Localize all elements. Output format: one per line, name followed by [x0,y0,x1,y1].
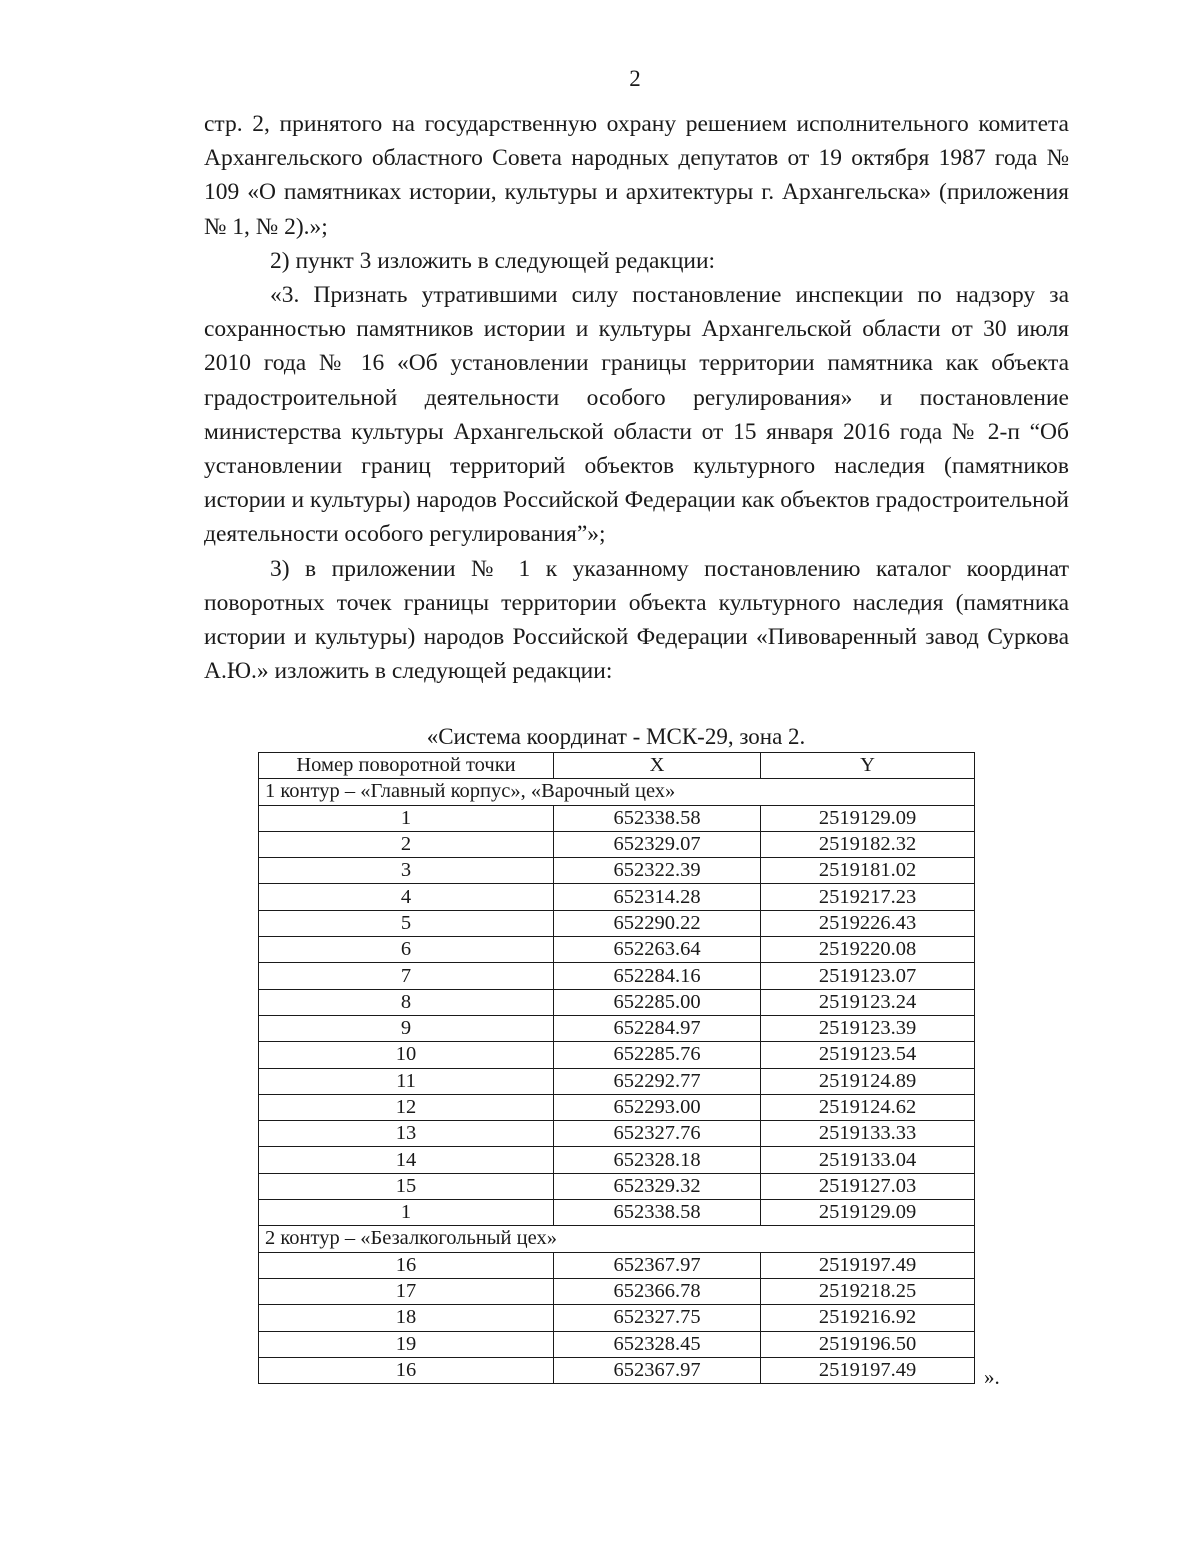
point-number-cell: 19 [259,1331,554,1357]
point-number-cell: 18 [259,1305,554,1331]
x-cell: 652263.64 [554,937,761,963]
y-cell: 2519123.39 [761,1015,975,1041]
point-number-cell: 14 [259,1147,554,1173]
point-number-cell: 17 [259,1278,554,1304]
point-number-cell: 10 [259,1042,554,1068]
x-cell: 652284.97 [554,1015,761,1041]
y-cell: 2519217.23 [761,884,975,910]
table-row [259,1357,975,1383]
page-number: 2 [629,66,641,91]
coordinates-table [258,752,975,1384]
table-row [259,1200,975,1226]
point-number-cell: 8 [259,989,554,1015]
y-cell: 2519218.25 [761,1278,975,1304]
point-number-cell: 3 [259,858,554,884]
y-cell: 2519123.07 [761,963,975,989]
table-row [259,1173,975,1199]
body-text [204,107,1069,688]
y-cell: 2519181.02 [761,858,975,884]
table-row [259,884,975,910]
y-cell: 2519182.32 [761,831,975,857]
point-number-cell: 2 [259,831,554,857]
x-cell: 652322.39 [554,858,761,884]
paragraph-4: 3) в приложении № 1 к указанному постановлению каталог координат поворотных точек границы территории объекта культурного наследия (памятника истории и культуры) народов Российской Федерации «Пивоваренный завод Суркова А.Ю.» изложить в следующей редакции: [204,555,1069,685]
y-cell: 2519133.04 [761,1147,975,1173]
table-row [259,1278,975,1304]
y-cell: 2519220.08 [761,937,975,963]
y-cell: 2519216.92 [761,1305,975,1331]
paragraph-2: 2) пункт 3 изложить в следующей редакции: [270,247,716,274]
y-cell: 2519127.03 [761,1173,975,1199]
point-number-cell: 1 [259,805,554,831]
table-row [259,937,975,963]
contour-row [259,1226,975,1252]
point-number-cell: 9 [259,1015,554,1041]
x-cell: 652327.75 [554,1305,761,1331]
header-point-number: Номер поворотной точки [259,753,554,779]
point-number-cell: 4 [259,884,554,910]
table-row [259,858,975,884]
x-cell: 652329.07 [554,831,761,857]
point-number-cell: 6 [259,937,554,963]
contour-title: 2 контур – «Безалкогольный цех» [259,1226,975,1252]
point-number-cell: 11 [259,1068,554,1094]
y-cell: 2519226.43 [761,910,975,936]
contour-row [259,779,975,805]
x-cell: 652329.32 [554,1173,761,1199]
y-cell: 2519123.54 [761,1042,975,1068]
table-row [259,1068,975,1094]
y-cell: 2519196.50 [761,1331,975,1357]
table-body [259,779,975,1384]
table-row [259,989,975,1015]
x-cell: 652292.77 [554,1068,761,1094]
closing-quote: ». [984,1365,1000,1389]
x-cell: 652285.76 [554,1042,761,1068]
x-cell: 652285.00 [554,989,761,1015]
paragraph-3: «3. Признать утратившими силу постановление инспекции по надзору за сохранностью памятников истории и культуры Архангельской области от 30 июля 2010 года № 16 «Об установлении границы территории памятника как объекта градостроительной деятельности особого регулирования» и постановление министерства культуры Архангельской области от 15 января 2016 года № 2-п “Об установлении границ территорий объектов культурного наследия (памятников истории и культуры) народов Российской Федерации как объектов градостроительной деятельности особого регулирования”»; [204,282,1069,548]
x-cell: 652328.18 [554,1147,761,1173]
y-cell: 2519129.09 [761,805,975,831]
x-cell: 652366.78 [554,1278,761,1304]
y-cell: 2519129.09 [761,1200,975,1226]
y-cell: 2519197.49 [761,1252,975,1278]
point-number-cell: 13 [259,1121,554,1147]
table-row [259,910,975,936]
x-cell: 652338.58 [554,805,761,831]
point-number-cell: 16 [259,1357,554,1383]
table-row [259,1121,975,1147]
table-caption: «Система координат - МСК-29, зона 2. [426,724,806,749]
table-row [259,963,975,989]
x-cell: 652290.22 [554,910,761,936]
table-row [259,1147,975,1173]
point-number-cell: 12 [259,1094,554,1120]
contour-title: 1 контур – «Главный корпус», «Варочный цех» [259,779,975,805]
x-cell: 652367.97 [554,1252,761,1278]
y-cell: 2519124.62 [761,1094,975,1120]
point-number-cell: 5 [259,910,554,936]
paragraph-1: стр. 2, принятого на государственную охрану решением исполнительного комитета Архангельского областного Совета народных депутатов от 19 октября 1987 года № 109 «О памятниках истории, культуры и архитектуры г. Архангельска» (приложения № 1, № 2).»; [204,111,1069,240]
x-cell: 652327.76 [554,1121,761,1147]
y-cell: 2519123.24 [761,989,975,1015]
table-header-row [259,753,975,779]
x-cell: 652314.28 [554,884,761,910]
y-cell: 2519133.33 [761,1121,975,1147]
table-row [259,1331,975,1357]
header-y: Y [761,753,975,779]
point-number-cell: 15 [259,1173,554,1199]
header-x: X [554,753,761,779]
point-number-cell: 1 [259,1200,554,1226]
x-cell: 652328.45 [554,1331,761,1357]
table-row [259,1042,975,1068]
table-row [259,831,975,857]
x-cell: 652293.00 [554,1094,761,1120]
table-row [259,1015,975,1041]
table-row [259,805,975,831]
x-cell: 652284.16 [554,963,761,989]
table-row [259,1094,975,1120]
table-row [259,1252,975,1278]
y-cell: 2519197.49 [761,1357,975,1383]
y-cell: 2519124.89 [761,1068,975,1094]
x-cell: 652367.97 [554,1357,761,1383]
point-number-cell: 16 [259,1252,554,1278]
point-number-cell: 7 [259,963,554,989]
x-cell: 652338.58 [554,1200,761,1226]
table-row [259,1305,975,1331]
